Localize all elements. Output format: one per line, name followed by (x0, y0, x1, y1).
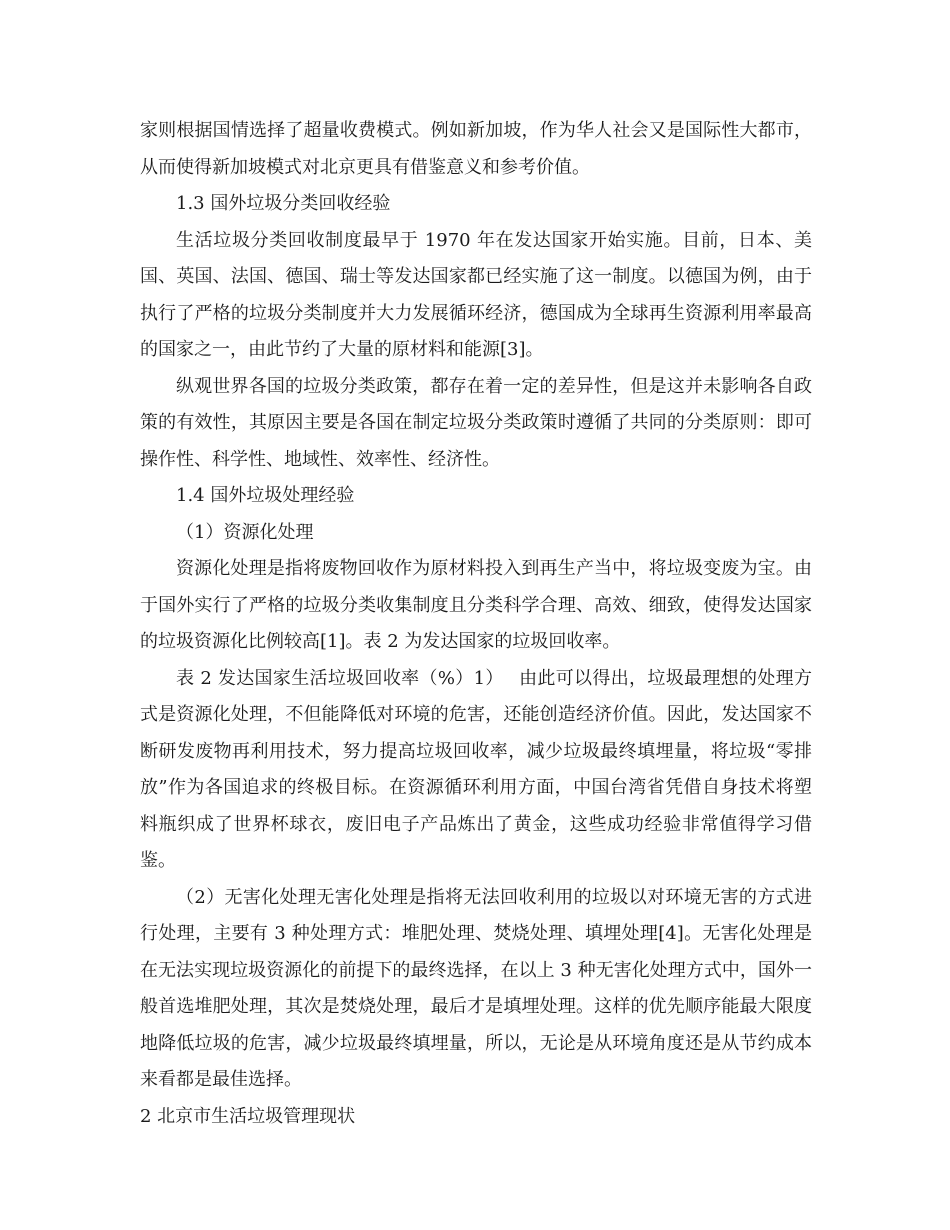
subheading-resource-treatment: （1）资源化处理 (176, 521, 314, 543)
paragraph-harmless-treatment: （2）无害化处理无害化处理是指将无法回收利用的垃圾以对环境无害的方式进行处理，主要有 3 种处理方式：堆肥处理、焚烧处理、填埋处理[4]。无害化处理是在无法实现垃圾资源化的前提下的最终选择，在以上 3 种无害化处理方式中，国外一般首选堆肥处理，其次是焚烧处理，最后才是填埋处理。这样的优先顺序能最大限度地降低垃圾的危害，减少垃圾最终填埋量，所以，无论是从环境角度还是从节约成本来看都是最佳选择。 (140, 886, 812, 1090)
paragraph-resource-treatment: 资源化处理是指将废物回收作为原材料投入到再生产当中，将垃圾变废为宝。由于国外实行了严格的垃圾分类收集制度且分类科学合理、高效、细致，使得发达国家的垃圾资源化比例较高[1]。表 2 为发达国家的垃圾回收率。 (140, 558, 812, 652)
document-body (140, 113, 812, 1135)
paragraph-recycling-rate: 表 2 发达国家生活垃圾回收率（%）1） 由此可以得出，垃圾最理想的处理方式是资源化处理，不但能降低对环境的危害，还能创造经济价值。因此，发达国家不断研发废物再利用技术，努力提高垃圾回收率，减少垃圾最终填埋量，将垃圾“零排放”作为各国追求的终极目标。在资源循环利用方面，中国台湾省凭借自身技术将塑料瓶织成了世界杯球衣，废旧电子产品炼出了黄金，这些成功经验非常值得学习借鉴。 (140, 667, 812, 871)
paragraph-sorting-principles: 纵观世界各国的垃圾分类政策，都存在着一定的差异性，但是这并未影响各自政策的有效性，其原因主要是各国在制定垃圾分类政策时遵循了共同的分类原则：即可操作性、科学性、地域性、效率性、经济性。 (140, 375, 812, 470)
section-heading-1-4: 1.4 国外垃圾处理经验 (176, 485, 355, 506)
section-heading-1-3: 1.3 国外垃圾分类回收经验 (176, 193, 391, 214)
section-heading-2: 2 北京市生活垃圾管理现状 (140, 1105, 356, 1127)
paragraph-continuation: 家则根据国情选择了超量收费模式。例如新加坡，作为华人社会又是国际性大都市，从而使得新加坡模式对北京更具有借鉴意义和参考价值。 (140, 120, 812, 178)
paragraph-sorting-history: 生活垃圾分类回收制度最早于 1970 年在发达国家开始实施。目前，日本、美国、英国、法国、德国、瑞士等发达国家都已经实施了这一制度。以德国为例，由于执行了严格的垃圾分类制度并大力发展循环经济，德国成为全球再生资源利用率最高的国家之一，由此节约了大量的原材料和能源[3]。 (140, 229, 812, 360)
